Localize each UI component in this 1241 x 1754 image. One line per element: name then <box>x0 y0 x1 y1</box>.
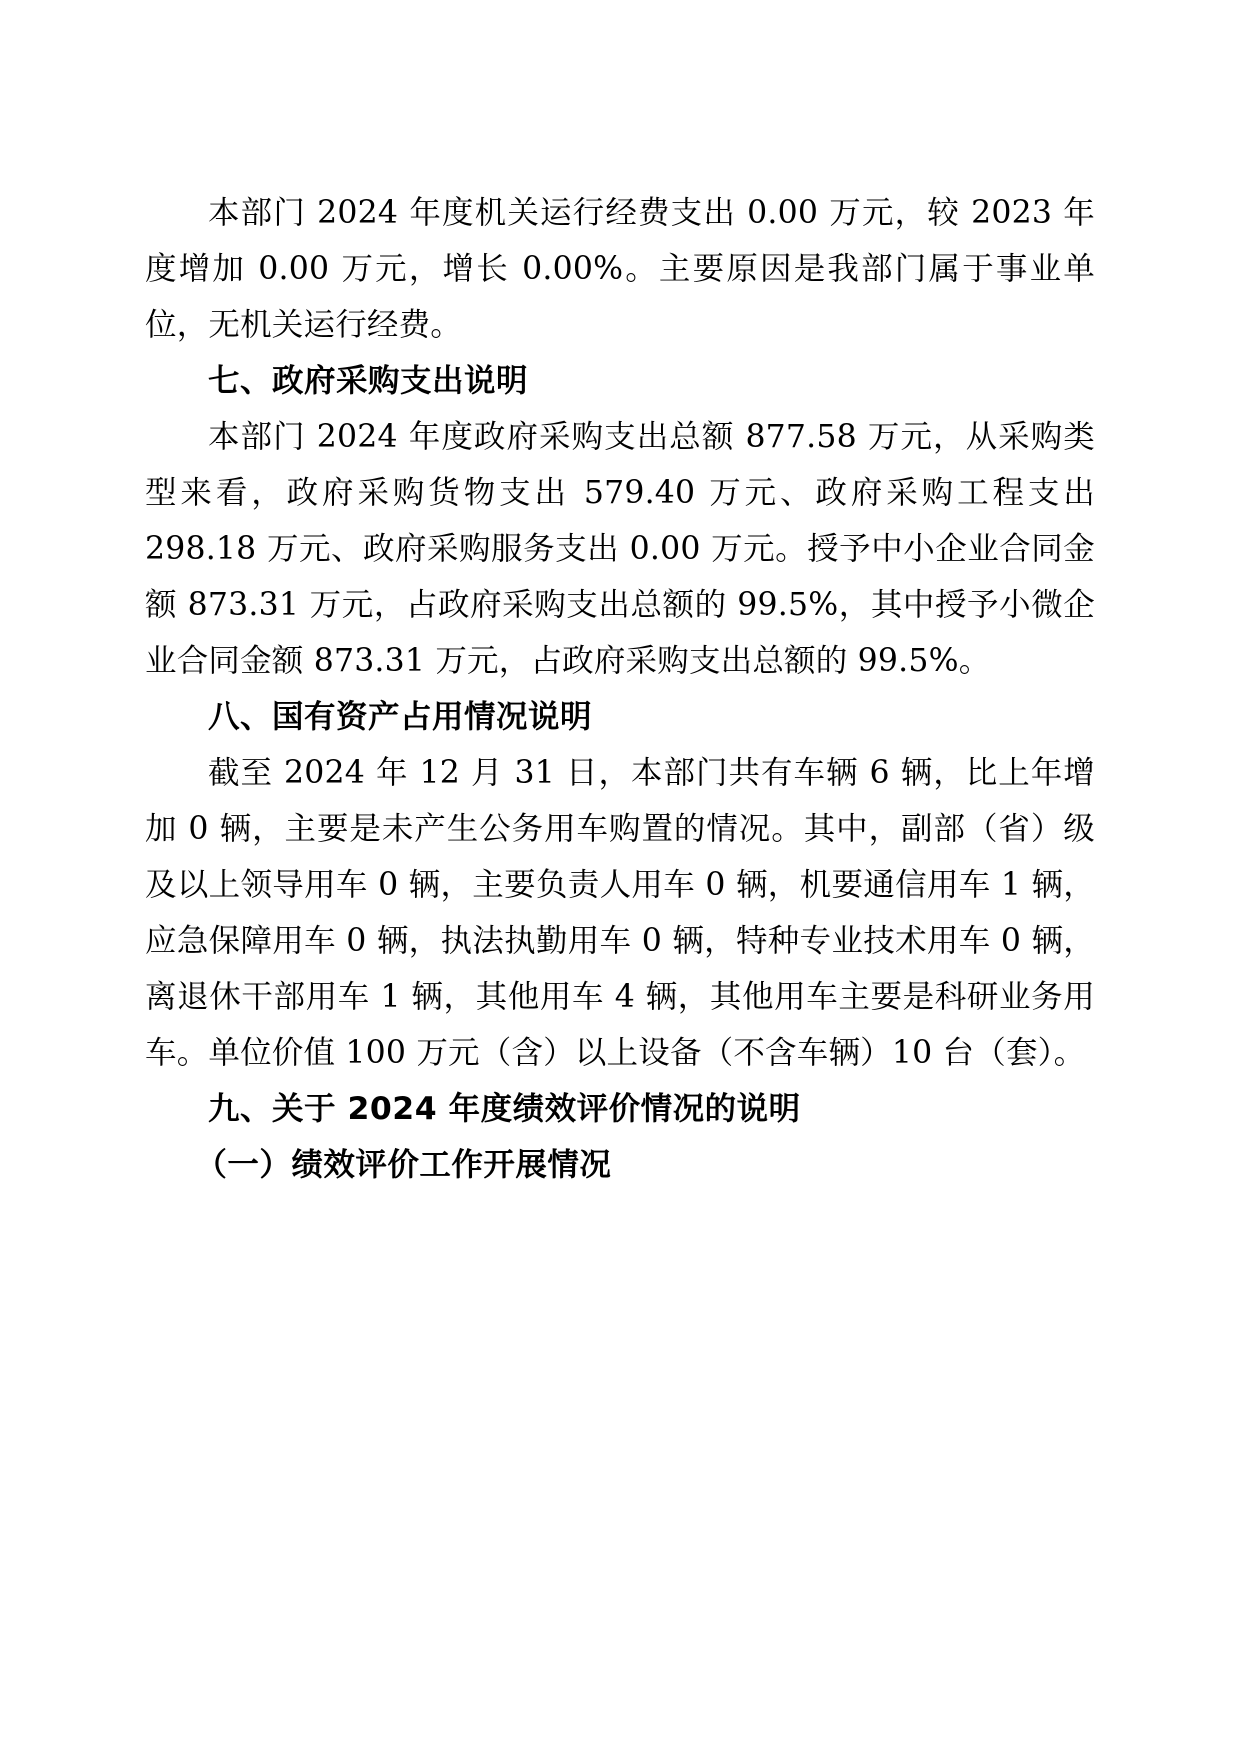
paragraph-state-owned-assets: 截至 2024 年 12 月 31 日，本部门共有车辆 6 辆，比上年增加 0 辆，主要是未产生公务用车购置的情况。其中，副部（省）级及以上领导用车 0 辆，主要负责人用车 0 辆，机要通信用车 1 辆，应急保障用车 0 辆，执法执勤用车 0 辆，特种专业技术用车 0 辆，离退休干部用车 1 辆，其他用车 4 辆，其他用车主要是科研业务用车。单位价值 100 万元（含）以上设备（不含车辆）10 台（套）。 <box>145 755 1095 1071</box>
subheading-performance-evaluation-work: （一）绩效评价工作开展情况 <box>195 1147 612 1183</box>
heading-performance-evaluation: 九、关于 2024 年度绩效评价情况的说明 <box>208 1091 801 1127</box>
document-body <box>145 185 1095 1193</box>
paragraph-government-procurement: 本部门 2024 年度政府采购支出总额 877.58 万元，从采购类型来看，政府采购货物支出 579.40 万元、政府采购工程支出 298.18 万元、政府采购服务支出 0.00 万元。授予中小企业合同金额 873.31 万元，占政府采购支出总额的 99.5%，其中授予小微企业合同金额 873.31 万元，占政府采购支出总额的 99.5%。 <box>145 419 1095 679</box>
heading-government-procurement: 七、政府采购支出说明 <box>208 363 529 399</box>
paragraph-operating-expense: 本部门 2024 年度机关运行经费支出 0.00 万元，较 2023 年度增加 0.00 万元，增长 0.00%。主要原因是我部门属于事业单位，无机关运行经费。 <box>145 195 1095 343</box>
heading-state-owned-assets: 八、国有资产占用情况说明 <box>208 699 593 735</box>
